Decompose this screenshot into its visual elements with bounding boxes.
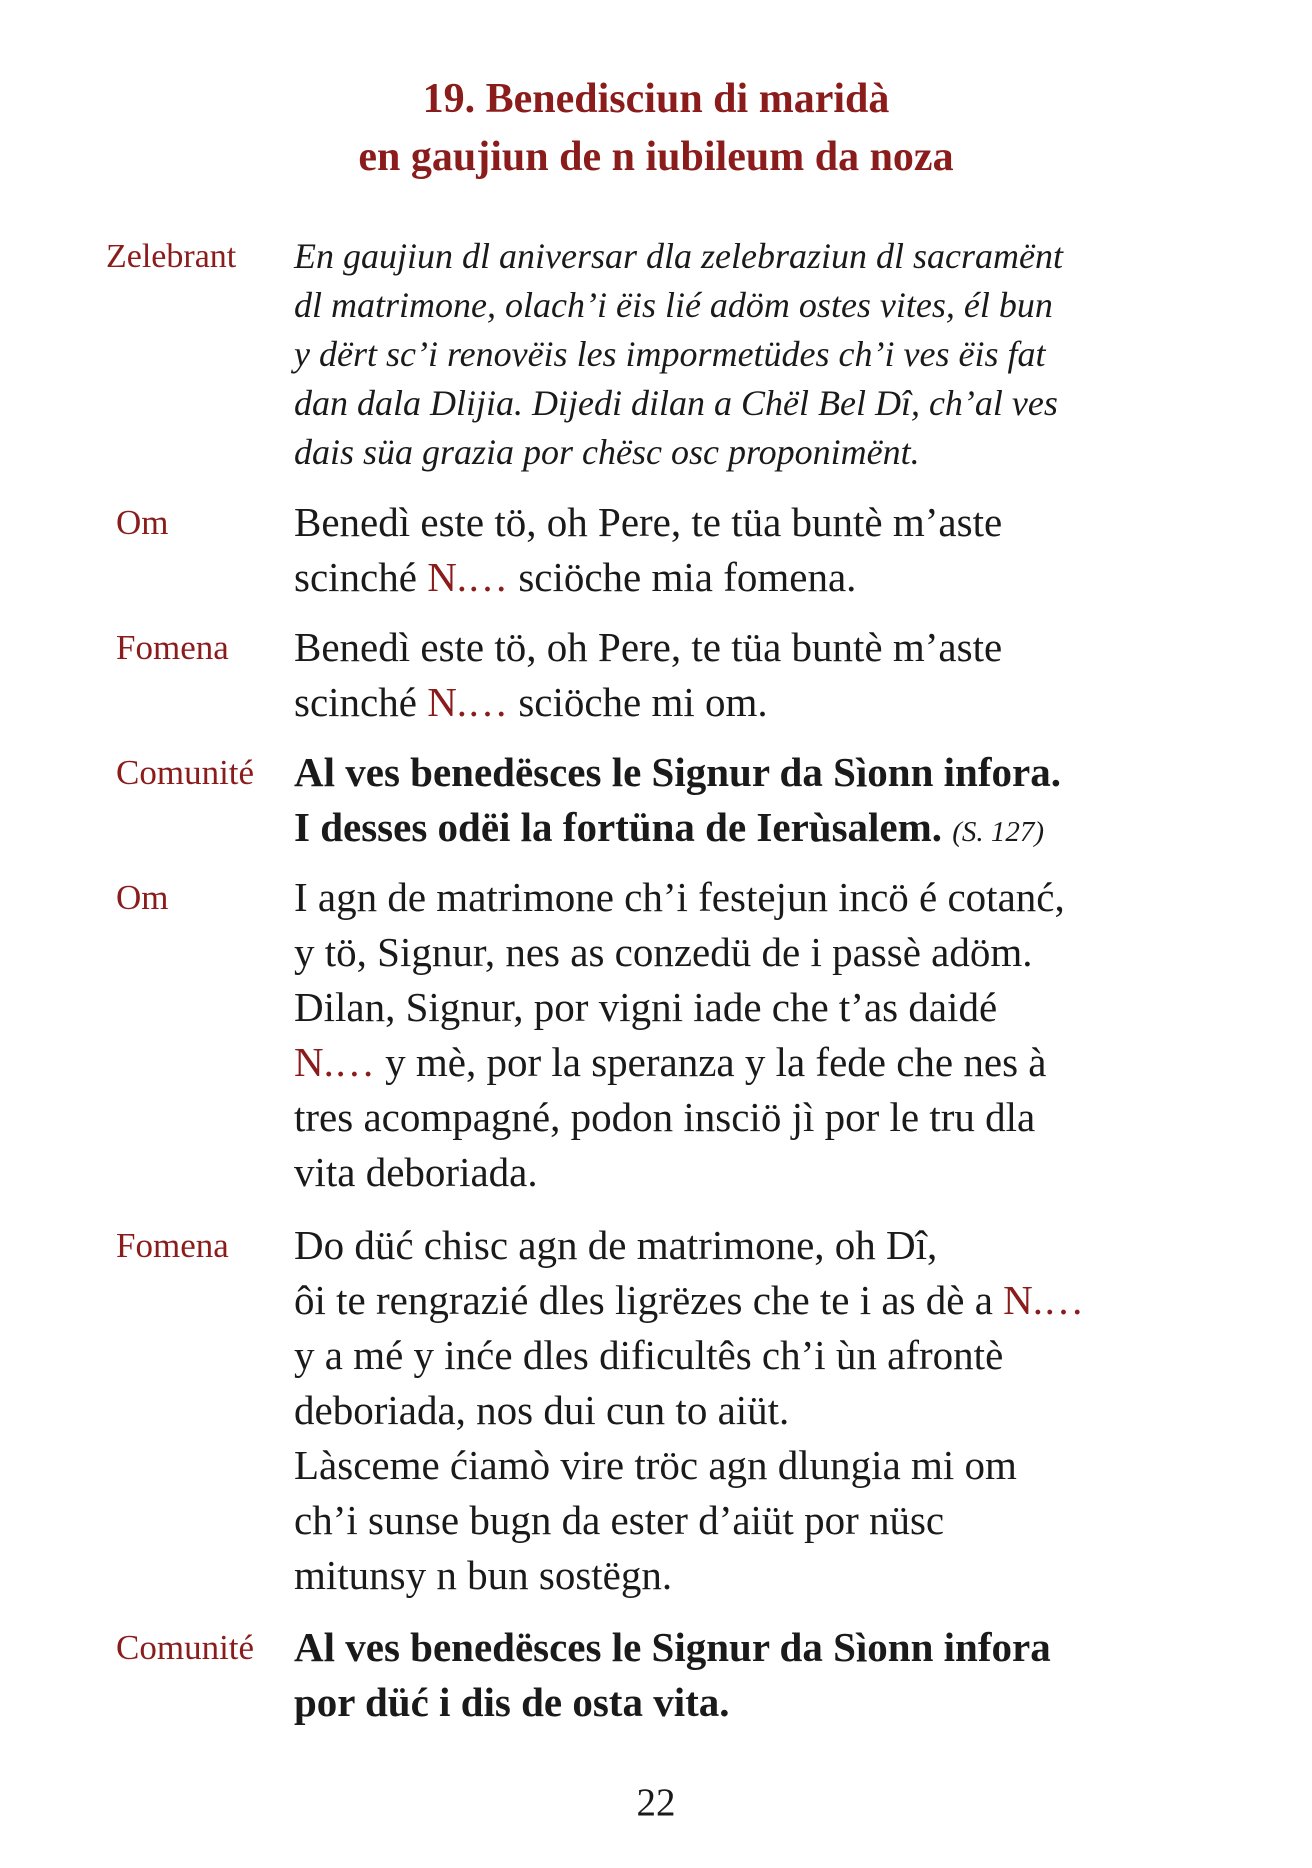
zelebrant-line-4: dan dala Dlijia. Dijedi dilan a Chël Bel Dî, ch’al ves <box>294 383 1058 423</box>
zelebrant-line-1: En gaujiun dl aniversar dla zelebraziun dl sacramënt <box>294 236 1063 276</box>
om-1-line-2: scinché N.… sciöche mia fomena. <box>294 554 857 600</box>
om-2-line-4: N.… y mè, por la speranza y la fede che nes à <box>294 1039 1047 1085</box>
comunite-2-text <box>294 1620 1254 1730</box>
om-1-text <box>294 495 1254 605</box>
comunite-2-line-1: Al ves benedësces le Signur da Sìonn infora <box>294 1624 1051 1670</box>
page-title <box>0 70 1312 186</box>
om-1-line-1: Benedì este tö, oh Pere, te tüa buntè m’aste <box>294 499 1003 545</box>
comunite-2-line-2: por düć i dis de osta vita. <box>294 1679 730 1725</box>
om-2-line-6: vita deboriada. <box>294 1149 538 1195</box>
comunite-1-line-2: I desses odëi la fortüna de Ierùsalem. (S. 127) <box>294 804 1045 850</box>
title-line-1: 19. Benedisciun di maridà <box>422 76 890 122</box>
zelebrant-line-2: dl matrimone, olach’i ëis lié adöm ostes vites, él bun <box>294 285 1053 325</box>
zelebrant-text <box>294 232 1254 477</box>
om-2-text <box>294 870 1254 1200</box>
comunite-1-text <box>294 745 1254 860</box>
fomena-1-text <box>294 620 1254 730</box>
comunite-1-line-1: Al ves benedësces le Signur da Sìonn infora. <box>294 749 1061 795</box>
title-line-2: en gaujiun de n iubileum da noza <box>358 134 954 180</box>
fomena-2-line-7: mitunsy n bun sostëgn. <box>294 1552 673 1598</box>
name-placeholder: N.… <box>427 679 509 725</box>
fomena-2-line-3: y a mé y inće dles dificultês ch’i ùn afrontè <box>294 1332 1004 1378</box>
speaker-comunite: Comunité <box>116 753 255 792</box>
om-2-line-5: tres acompagné, podon insciö jì por le tru dla <box>294 1094 1036 1140</box>
om-2-line-1: I agn de matrimone ch’i festejun incö é cotanć, <box>294 874 1065 920</box>
fomena-2-line-1: Do düć chisc agn de matrimone, oh Dî, <box>294 1222 938 1268</box>
speaker-fomena: Fomena <box>116 628 229 667</box>
fomena-1-line-2: scinché N.… sciöche mi om. <box>294 679 768 725</box>
fomena-2-line-2: ôi te rengrazié dles ligrëzes che te i as dè a N.… <box>294 1277 1085 1323</box>
name-placeholder: N.… <box>1003 1277 1085 1323</box>
fomena-2-line-6: ch’i sunse bugn da ester d’aiüt por nüsc <box>294 1497 945 1543</box>
speaker-zelebrant: Zelebrant <box>106 238 237 275</box>
speaker-comunite: Comunité <box>116 1628 255 1667</box>
name-placeholder: N.… <box>427 554 509 600</box>
fomena-2-line-4: deboriada, nos dui cun to aiüt. <box>294 1387 790 1433</box>
psalm-reference: (S. 127) <box>952 816 1045 848</box>
zelebrant-line-3: y dërt sc’i renovëis les impormetüdes ch’i ves ëis fat <box>294 334 1046 374</box>
fomena-1-line-1: Benedì este tö, oh Pere, te tüa buntè m’aste <box>294 624 1003 670</box>
om-2-line-2: y tö, Signur, nes as conzedü de i passè adöm. <box>294 929 1033 975</box>
page-number: 22 <box>636 1781 676 1824</box>
speaker-om: Om <box>116 878 169 917</box>
om-2-line-3: Dilan, Signur, por vigni iade che t’as daidé <box>294 984 998 1030</box>
fomena-2-text <box>294 1218 1254 1603</box>
zelebrant-line-5: dais süa grazia por chësc osc proponimënt. <box>294 432 920 472</box>
speaker-fomena: Fomena <box>116 1226 229 1265</box>
fomena-2-line-5: Làsceme ćiamò vire tröc agn dlungia mi om <box>294 1442 1017 1488</box>
speaker-om: Om <box>116 503 169 542</box>
name-placeholder: N.… <box>294 1039 375 1085</box>
